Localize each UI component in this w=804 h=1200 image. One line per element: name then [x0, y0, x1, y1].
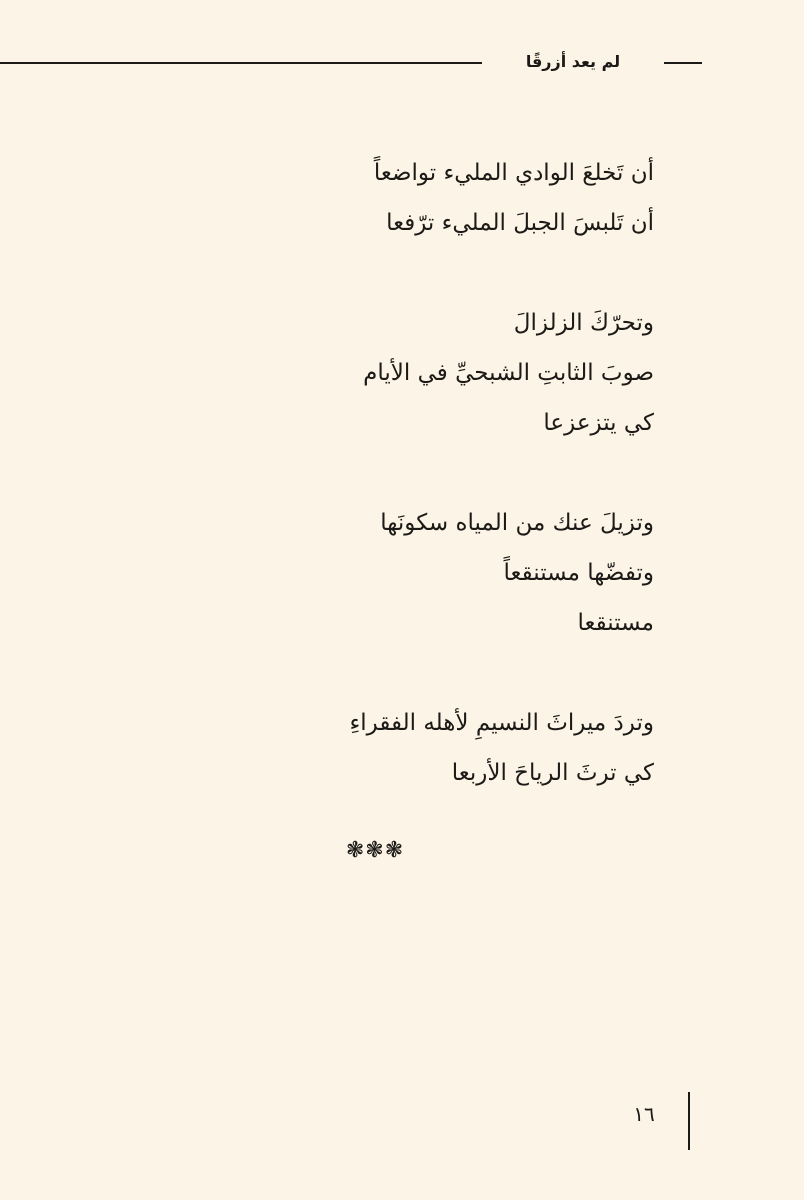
- poem-line: وتردَ ميراثَ النسيمِ لأهله الفقراءِ: [349, 710, 654, 736]
- poem-body: [194, 148, 654, 848]
- poem-line: وتحرّكَ الزلزالَ: [513, 310, 654, 336]
- poem-line: صوبَ الثابتِ الشبحيِّ في الأيام: [363, 360, 654, 386]
- poem-line: مستنقعا: [577, 610, 654, 636]
- poem-line: كي ترثَ الرياحَ الأربعا: [451, 760, 654, 786]
- page-number-rule: [688, 1092, 690, 1150]
- section-separator-ornament: ❃❃❃: [345, 838, 405, 863]
- poem-line: وتفضّها مستنقعاً: [503, 560, 654, 586]
- stanza-1: [194, 148, 654, 248]
- poem-line: وتزيلَ عنك من المياه سكونَها: [380, 510, 654, 536]
- header-rule-right: [664, 62, 702, 64]
- running-header: [0, 50, 804, 74]
- poem-line: كي يتزعزعا: [543, 410, 654, 436]
- stanza-4: [194, 698, 654, 798]
- stanza-3: [194, 498, 654, 648]
- header-rule-left: [0, 62, 482, 64]
- page-number: ١٦: [633, 1102, 655, 1126]
- book-title: لم يعد أزرقًا: [525, 52, 621, 71]
- stanza-2: [194, 298, 654, 448]
- poem-line: أن تَخلعَ الوادي المليء تواضعاً: [373, 160, 654, 186]
- poem-line: أن تَلبسَ الجبلَ المليء ترّفعا: [386, 210, 654, 236]
